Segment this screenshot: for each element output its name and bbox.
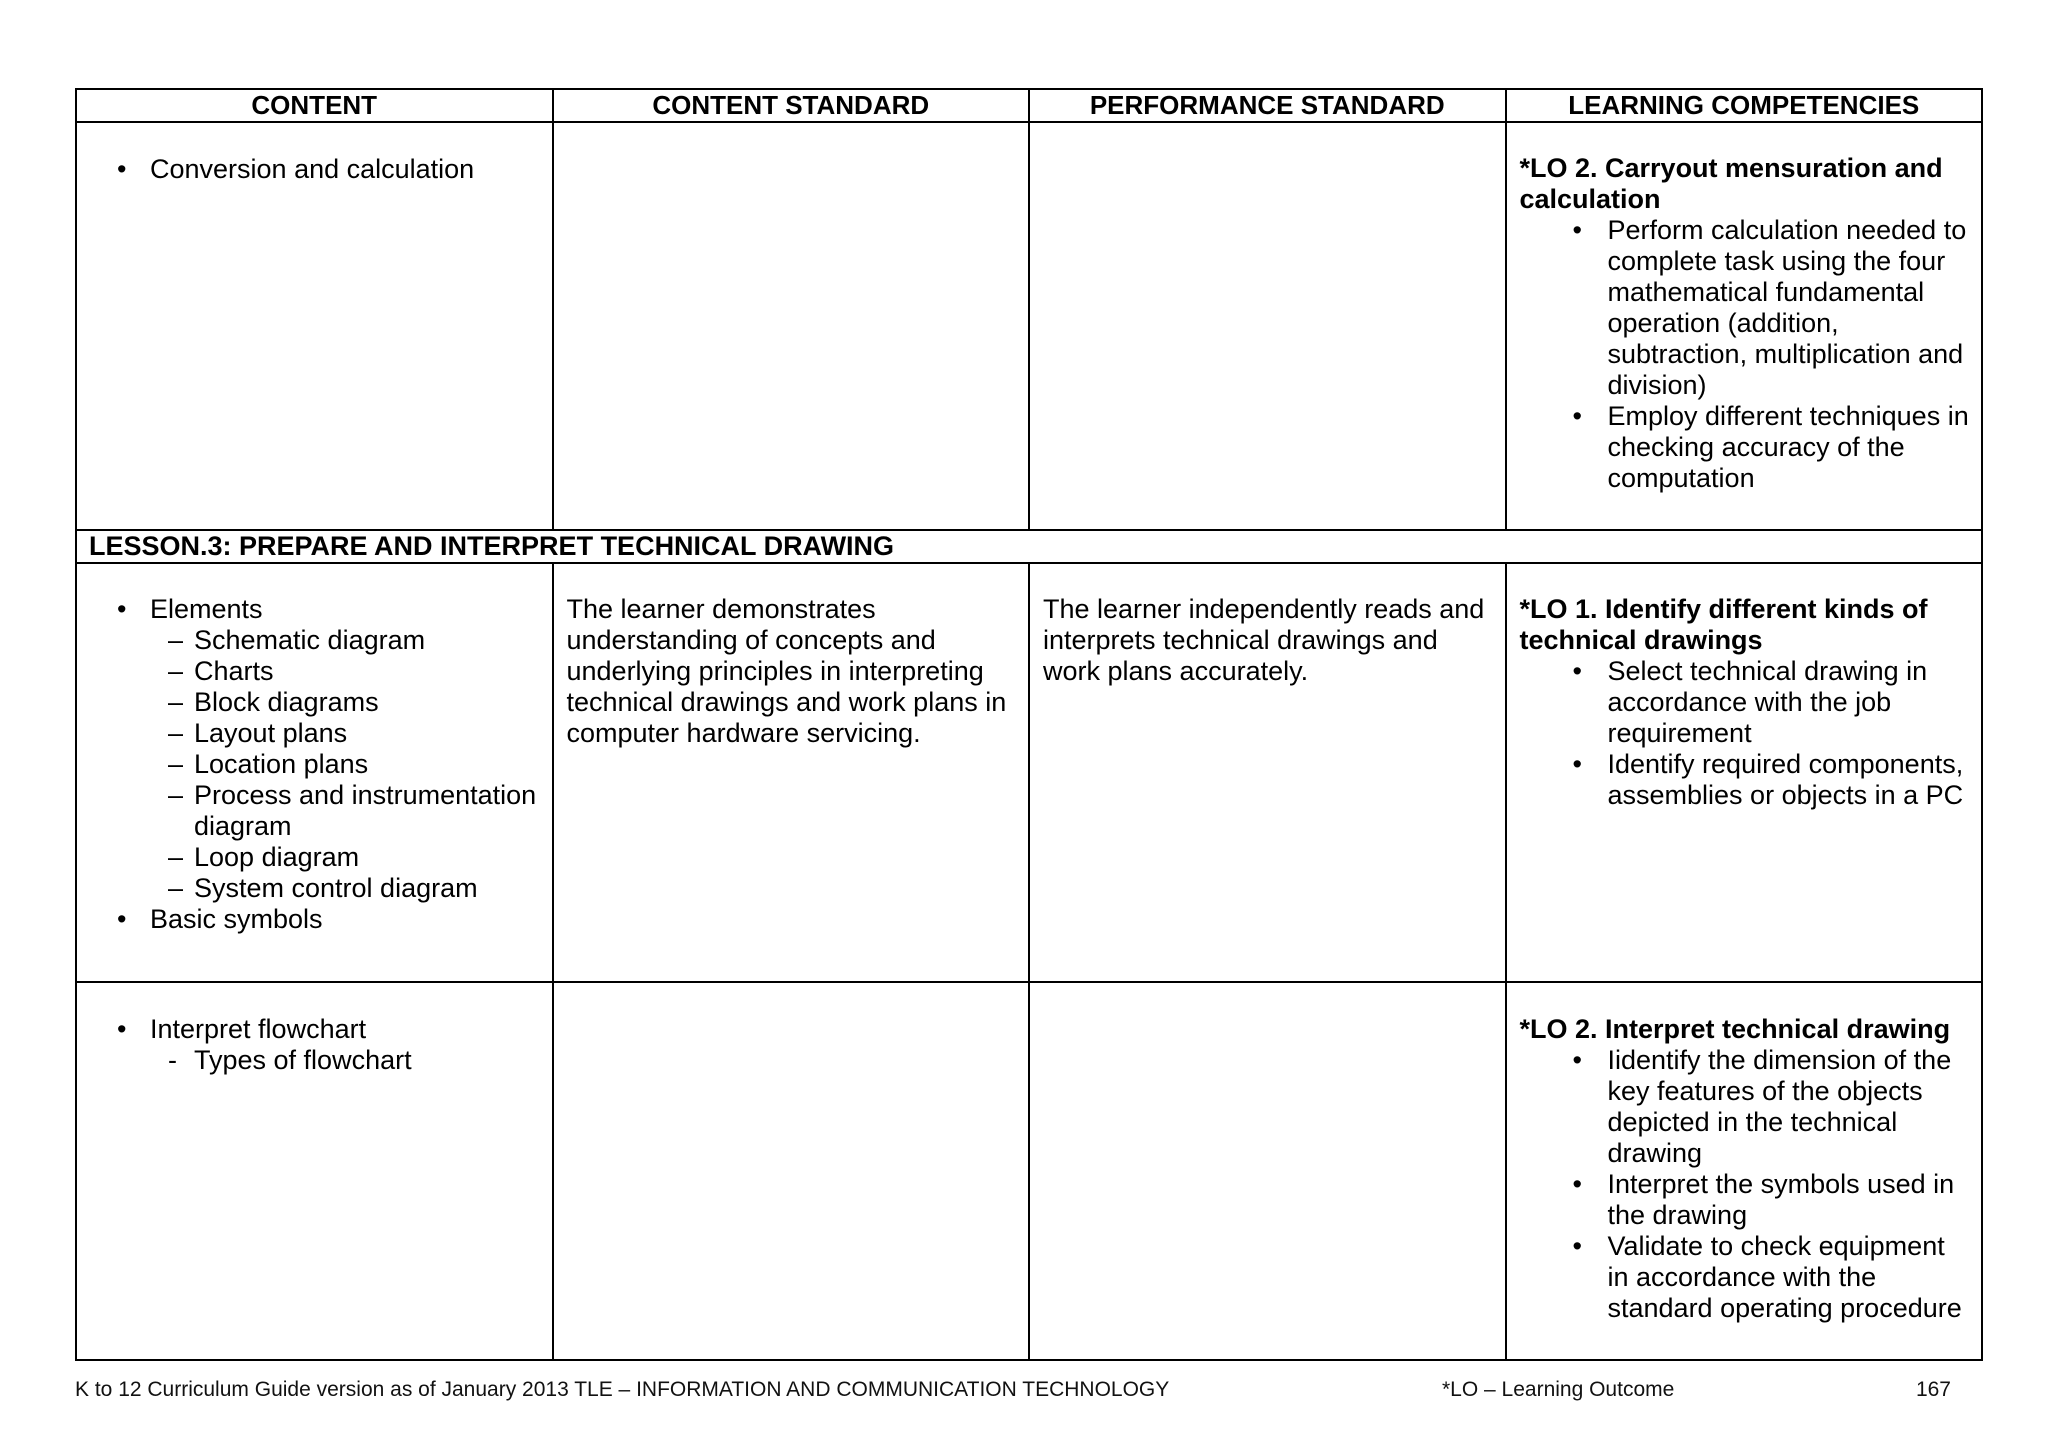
lo-item: • Identify required components, assemblies or objects in a PC [1520, 749, 1970, 811]
header-learning-competencies: LEARNING COMPETENCIES [1506, 89, 1983, 122]
lesson-row [76, 530, 1982, 563]
lo-item: • Interpret the symbols used in the drawing [1520, 1169, 1970, 1231]
curriculum-table [75, 88, 1983, 1361]
table-row [76, 122, 1982, 530]
lo-item: • Validate to check equipment in accordance with the standard operating procedure [1520, 1231, 1970, 1324]
content-subitem: – Location plans [168, 749, 369, 779]
learning-competencies-cell [1506, 982, 1983, 1360]
content-bullet: • Elements [90, 594, 540, 625]
content-bullet: • Conversion and calculation [90, 154, 540, 185]
content-standard-cell [553, 563, 1030, 982]
content-subitem: - Types of flowchart [168, 1045, 412, 1075]
content-subitem: – Layout plans [168, 718, 348, 748]
curriculum-table-container [75, 88, 1981, 1361]
content-standard-text: The learner demonstrates understanding of concepts and underlying principles in interpreting technical drawings and work plans in computer hardware servicing. [566, 594, 1007, 748]
content-cell [76, 122, 553, 530]
table-row [76, 982, 1982, 1360]
footer-guide-title: K to 12 Curriculum Guide version as of January 2013 TLE – INFORMATION AND COMMUNICATION TECHNOLOGY [75, 1378, 1170, 1401]
lesson-title: LESSON.3: PREPARE AND INTERPRET TECHNICAL DRAWING [89, 531, 895, 561]
lo-item: • Employ different techniques in checking accuracy of the computation [1520, 401, 1970, 494]
content-standard-cell [553, 122, 1030, 530]
content-subitem: – System control diagram [168, 873, 478, 903]
content-subitem: – Schematic diagram [168, 625, 426, 655]
lo-item: • Perform calculation needed to complete task using the four mathematical fundamental operation (addition, subtraction, multiplication and division) [1520, 215, 1970, 401]
content-subitem: – Charts [168, 656, 274, 686]
content-subitem: – Loop diagram [168, 842, 360, 872]
page-footer [75, 1378, 1981, 1406]
page-number: 167 [1915, 1378, 1951, 1401]
performance-standard-text: The learner independently reads and interprets technical drawings and work plans accurately. [1043, 594, 1485, 686]
header-content-standard: CONTENT STANDARD [553, 89, 1030, 122]
lo-item: • Select technical drawing in accordance with the job requirement [1520, 656, 1970, 749]
content-bullet: • Basic symbols [90, 904, 540, 935]
lo-item: • Iidentify the dimension of the key features of the objects depicted in the technical drawing [1520, 1045, 1970, 1169]
header-row [76, 89, 1982, 122]
header-content: CONTENT [76, 89, 553, 122]
content-subitem: – Block diagrams [168, 687, 379, 717]
table-row [76, 563, 1982, 982]
content-standard-cell [553, 982, 1030, 1360]
content-cell [76, 982, 553, 1360]
footer-lo-note: *LO – Learning Outcome [1442, 1378, 1675, 1401]
content-subitem: – Process and instrumentation diagram [168, 780, 537, 841]
lo-title: *LO 2. Interpret technical drawing [1519, 1014, 1951, 1044]
header-performance-standard: PERFORMANCE STANDARD [1029, 89, 1506, 122]
content-bullet: • Interpret flowchart [90, 1014, 540, 1045]
performance-standard-cell [1029, 563, 1506, 982]
lesson-cell [76, 530, 1982, 563]
lo-title: *LO 2. Carryout mensuration and calculation [1519, 153, 1943, 214]
lo-title: *LO 1. Identify different kinds of technical drawings [1519, 594, 1928, 655]
learning-competencies-cell [1506, 563, 1983, 982]
performance-standard-cell [1029, 122, 1506, 530]
learning-competencies-cell [1506, 122, 1983, 530]
performance-standard-cell [1029, 982, 1506, 1360]
content-cell [76, 563, 553, 982]
